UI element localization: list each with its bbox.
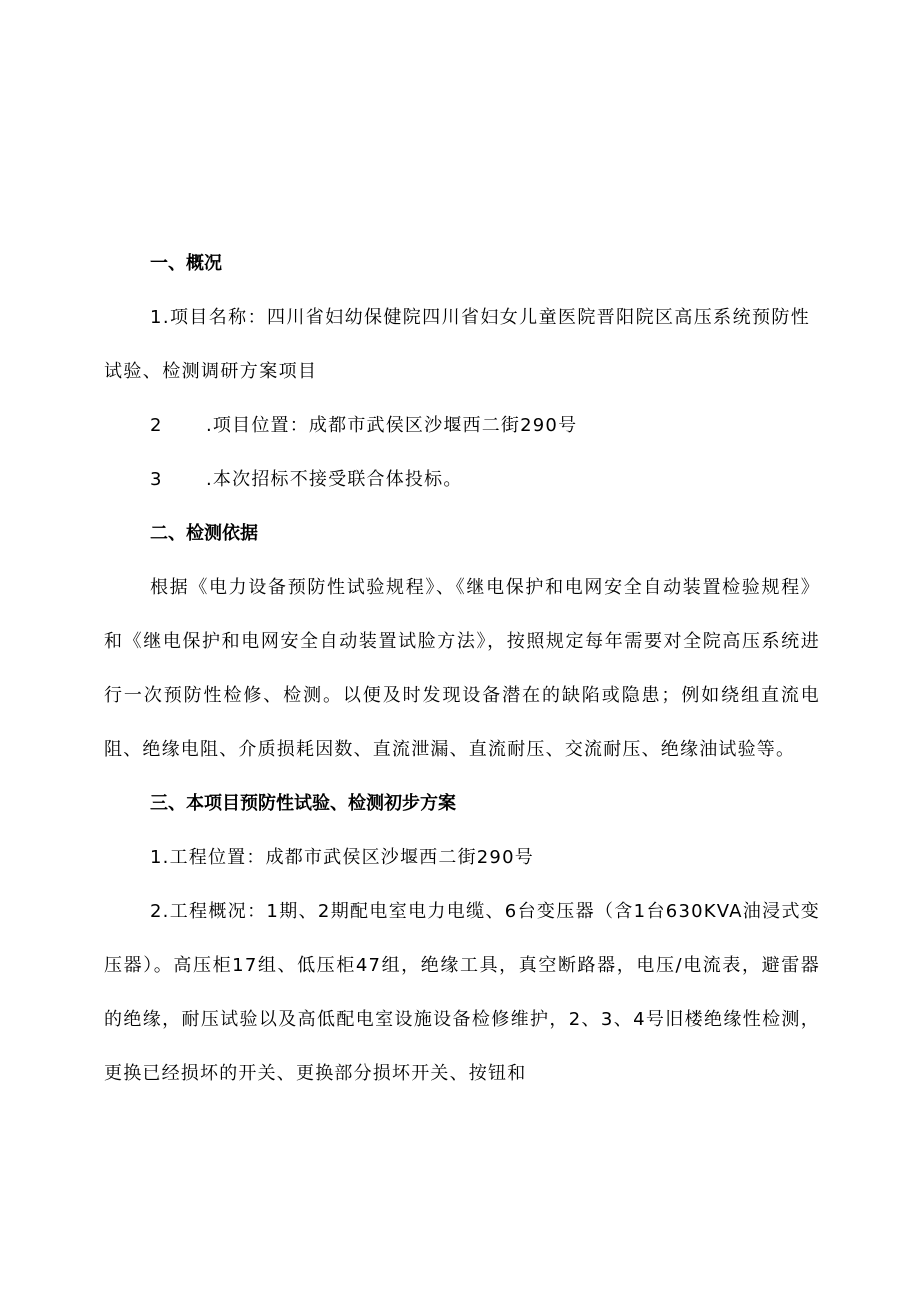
engineering-location-item: 1.工程位置：成都市武侯区沙堰西二街290号	[150, 847, 534, 868]
item-text: .项目位置：成都市武侯区沙堰西二街290号	[206, 415, 578, 436]
section-heading-basis: 二、检测依据	[150, 523, 258, 544]
project-location-item	[104, 408, 820, 444]
document-body	[104, 246, 820, 1101]
section-heading-plan: 三、本项目预防性试验、检测初步方案	[150, 793, 456, 814]
no-consortium-item	[104, 462, 820, 498]
item-number: 3	[150, 469, 163, 490]
section-heading-overview: 一、概况	[150, 253, 222, 274]
engineering-overview-item: 2.工程概况：1期、2期配电室电力电缆、6台变压器（含1台630KVA油浸式变压器）。高压柜17组、低压柜47组，绝缘工具，真空断路器，电压/电流表，避雷器的绝缘，耐压试验以及高低配电室设施设备检修维护，2、3、4号旧楼绝缘性检测，更换已经损坏的开关、更换部分损坏开关、按钮和	[104, 901, 820, 1084]
item-number: 2	[150, 415, 163, 436]
basis-paragraph: 根据《电力设备预防性试验规程》、《继电保护和电网安全自动装置检验规程》和《继电保护和电网安全自动装置试脸方法》，按照规定每年需要对全院高压系统进行一次预防性检修、检测。以便及时发现设备潜在的缺陷或隐患；例如绕组直流电阻、绝缘电阻、介质损耗因数、直流泄漏、直流耐压、交流耐压、绝缘油试验等。	[104, 577, 820, 760]
project-name-item: 1.项目名称：四川省妇幼保健院四川省妇女儿童医院晋阳院区高压系统预防性试验、检测调研方案项目	[104, 307, 811, 382]
item-text: .本次招标不接受联合体投标。	[206, 469, 463, 490]
